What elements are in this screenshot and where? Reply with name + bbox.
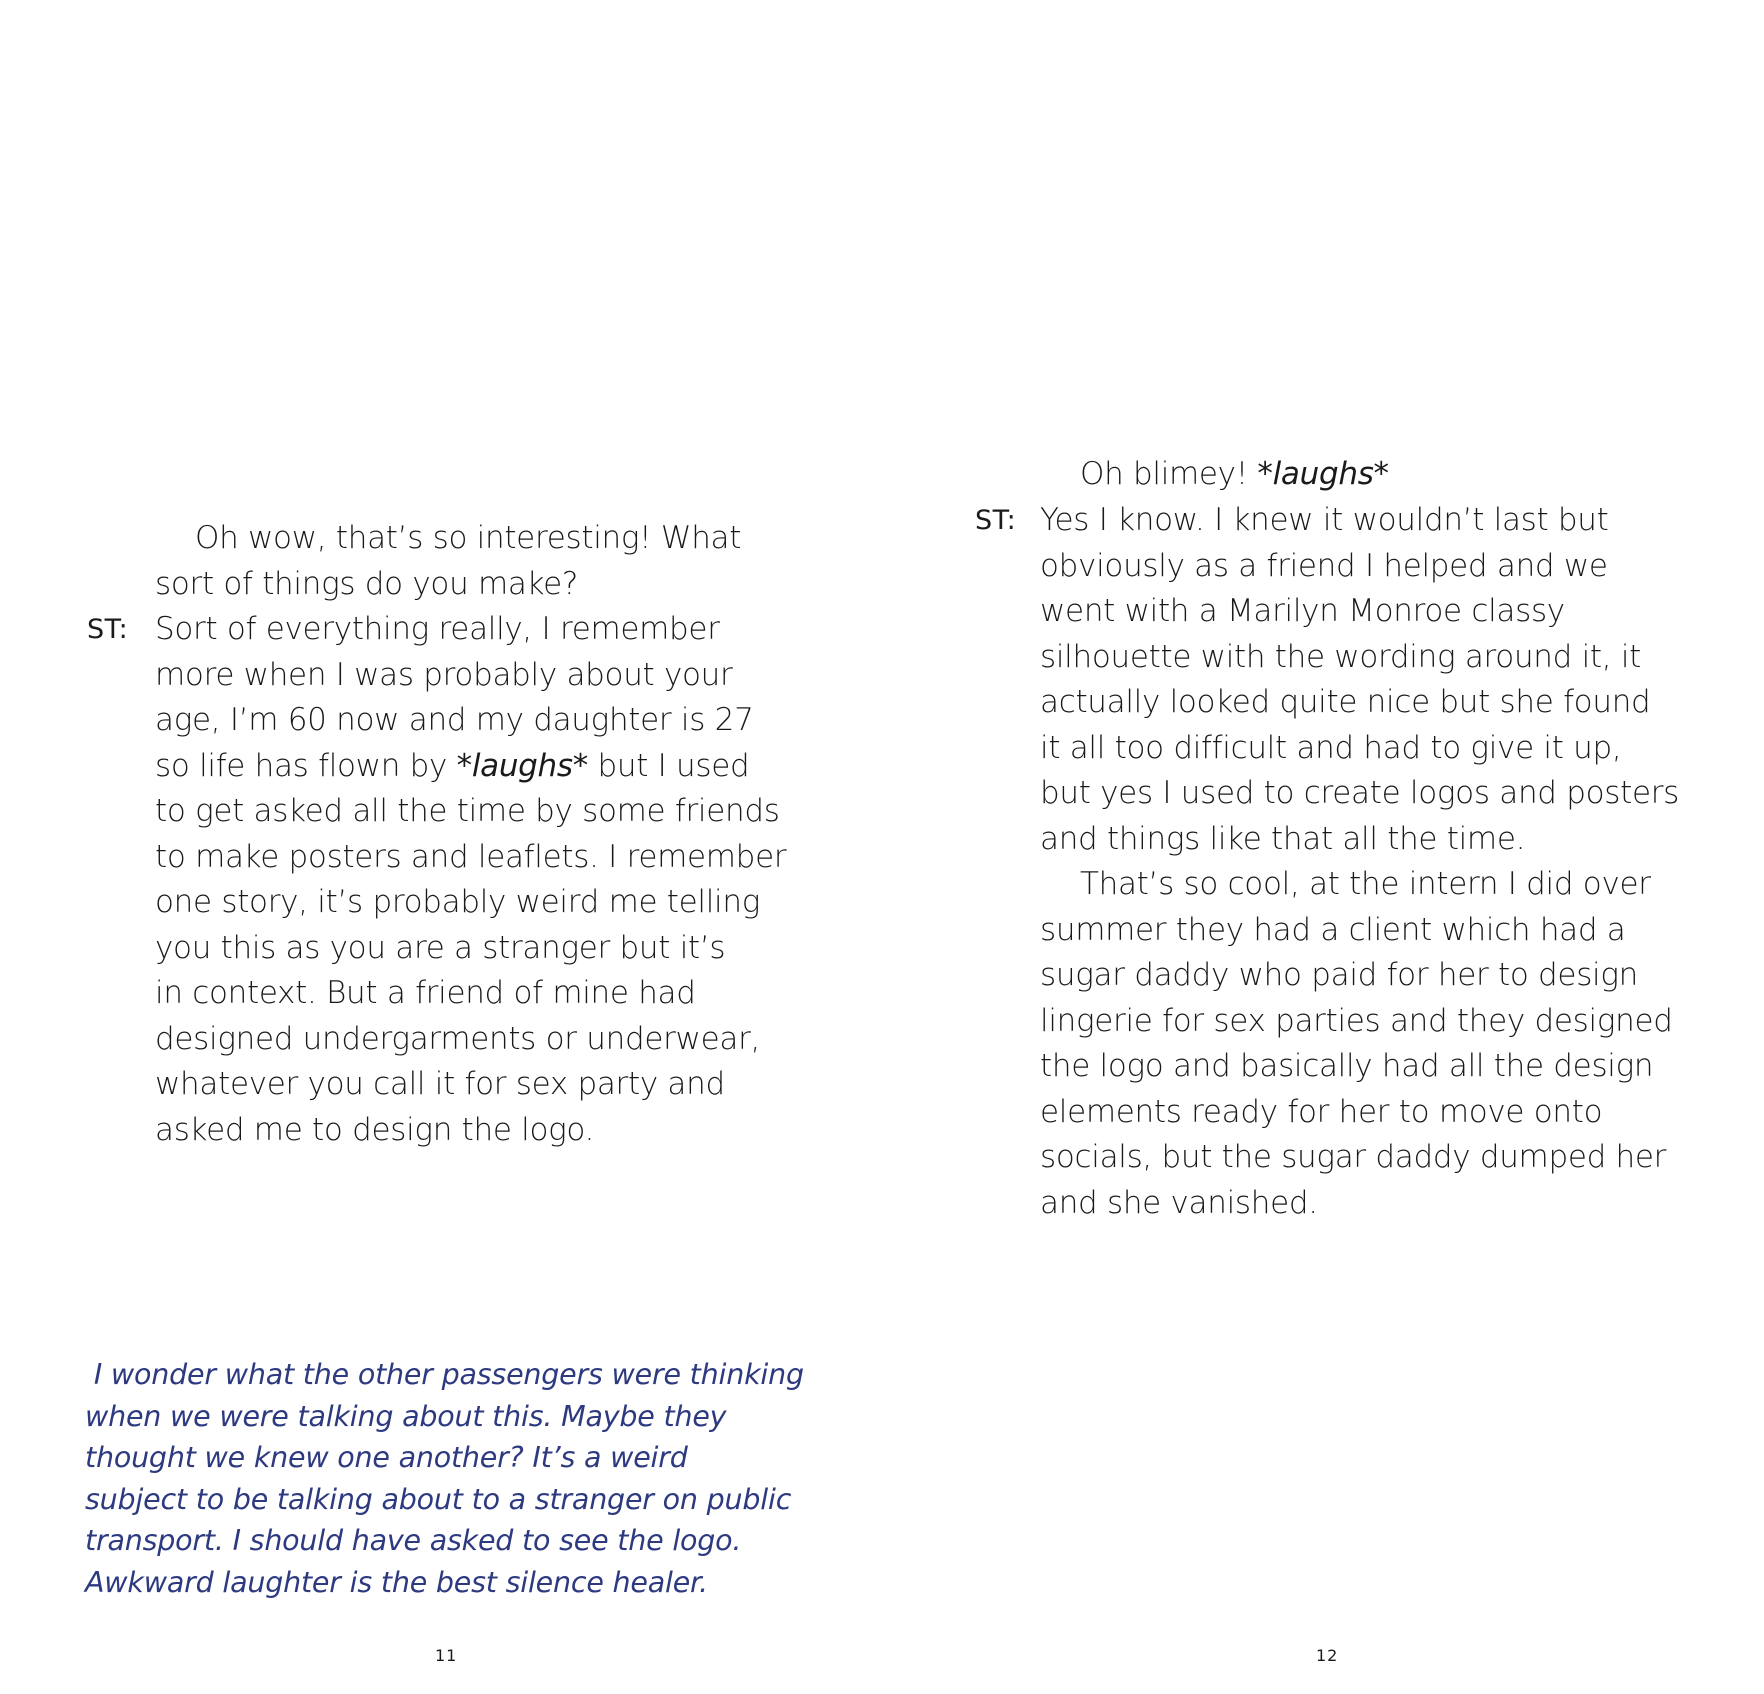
text-line: Yes I know. I knew it wouldn’t last but bbox=[1040, 502, 1609, 538]
note-line: Awkward laughter is the best silence healer. bbox=[85, 1565, 708, 1599]
text-line: to get asked all the time by some friends bbox=[155, 793, 780, 829]
text-line: socials, but the sugar daddy dumped her bbox=[1040, 1139, 1667, 1175]
answer-block bbox=[1040, 498, 1679, 862]
text-line: in context. But a friend of mine had bbox=[155, 975, 696, 1011]
text-fragment: Oh blimey! bbox=[1080, 456, 1258, 492]
speaker-label: ST: bbox=[87, 614, 129, 645]
text-line bbox=[155, 744, 786, 790]
text-line: lingerie for sex parties and they designed bbox=[1040, 1002, 1673, 1039]
text-line: That’s so cool, at the intern I did over bbox=[1080, 866, 1651, 902]
text-line bbox=[1040, 452, 1389, 498]
answer-block bbox=[155, 607, 786, 1153]
note-line: transport. I should have asked to see the logo. bbox=[85, 1524, 742, 1557]
text-line: elements ready for her to move onto bbox=[1040, 1093, 1603, 1130]
question-block bbox=[1040, 452, 1389, 498]
text-line: designed undergarments or underwear, bbox=[155, 1020, 761, 1057]
text-line: but yes I used to create logos and posters bbox=[1040, 775, 1680, 811]
speaker-label: ST: bbox=[975, 505, 1017, 536]
right-page bbox=[882, 0, 1764, 1694]
text-fragment: but I used bbox=[587, 747, 750, 784]
text-line: sugar daddy who paid for her to design bbox=[1040, 957, 1639, 993]
response-block bbox=[1040, 862, 1673, 1226]
text-line: age, I’m 60 now and my daughter is 27 bbox=[155, 702, 754, 738]
question-block bbox=[155, 516, 741, 607]
text-line: and things like that all the time. bbox=[1040, 820, 1526, 857]
page-number: 11 bbox=[435, 1646, 458, 1665]
note-line: I wonder what the other passengers were thinking bbox=[85, 1358, 804, 1391]
margin-note bbox=[85, 1354, 804, 1603]
text-line: and she vanished. bbox=[1040, 1184, 1318, 1221]
text-line: to make posters and leaflets. I remember bbox=[155, 838, 787, 875]
note-line: subject to be talking about to a stranger on public bbox=[85, 1482, 792, 1516]
page-number: 12 bbox=[1316, 1646, 1339, 1665]
text-line: the logo and basically had all the design bbox=[1040, 1048, 1654, 1084]
text-line: Oh wow, that’s so interesting! What bbox=[195, 520, 742, 556]
text-line: went with a Marilyn Monroe classy bbox=[1040, 593, 1565, 629]
text-line: you this as you are a stranger but it’s bbox=[155, 929, 726, 966]
text-line: more when I was probably about your bbox=[155, 656, 733, 693]
text-fragment: so life has flown by bbox=[155, 747, 457, 784]
text-line: Sort of everything really, I remember bbox=[155, 611, 720, 647]
text-line: obviously as a friend I helped and we bbox=[1040, 547, 1608, 584]
stage-direction: *laughs* bbox=[1257, 456, 1389, 492]
text-line: one story, it’s probably weird me telling bbox=[155, 884, 761, 920]
text-line: silhouette with the wording around it, it bbox=[1040, 638, 1642, 675]
text-line: sort of things do you make? bbox=[155, 565, 579, 602]
text-line: whatever you call it for sex party and bbox=[155, 1066, 725, 1102]
text-line: actually looked quite nice but she found bbox=[1040, 684, 1651, 720]
text-line: summer they had a client which had a bbox=[1040, 911, 1626, 948]
note-line: when we were talking about this. Maybe they bbox=[85, 1399, 727, 1433]
text-line: it all too difficult and had to give it up, bbox=[1040, 729, 1622, 766]
stage-direction: *laughs* bbox=[456, 747, 588, 784]
note-line: thought we knew one another? It’s a weird bbox=[85, 1441, 688, 1474]
text-line: asked me to design the logo. bbox=[155, 1111, 595, 1148]
